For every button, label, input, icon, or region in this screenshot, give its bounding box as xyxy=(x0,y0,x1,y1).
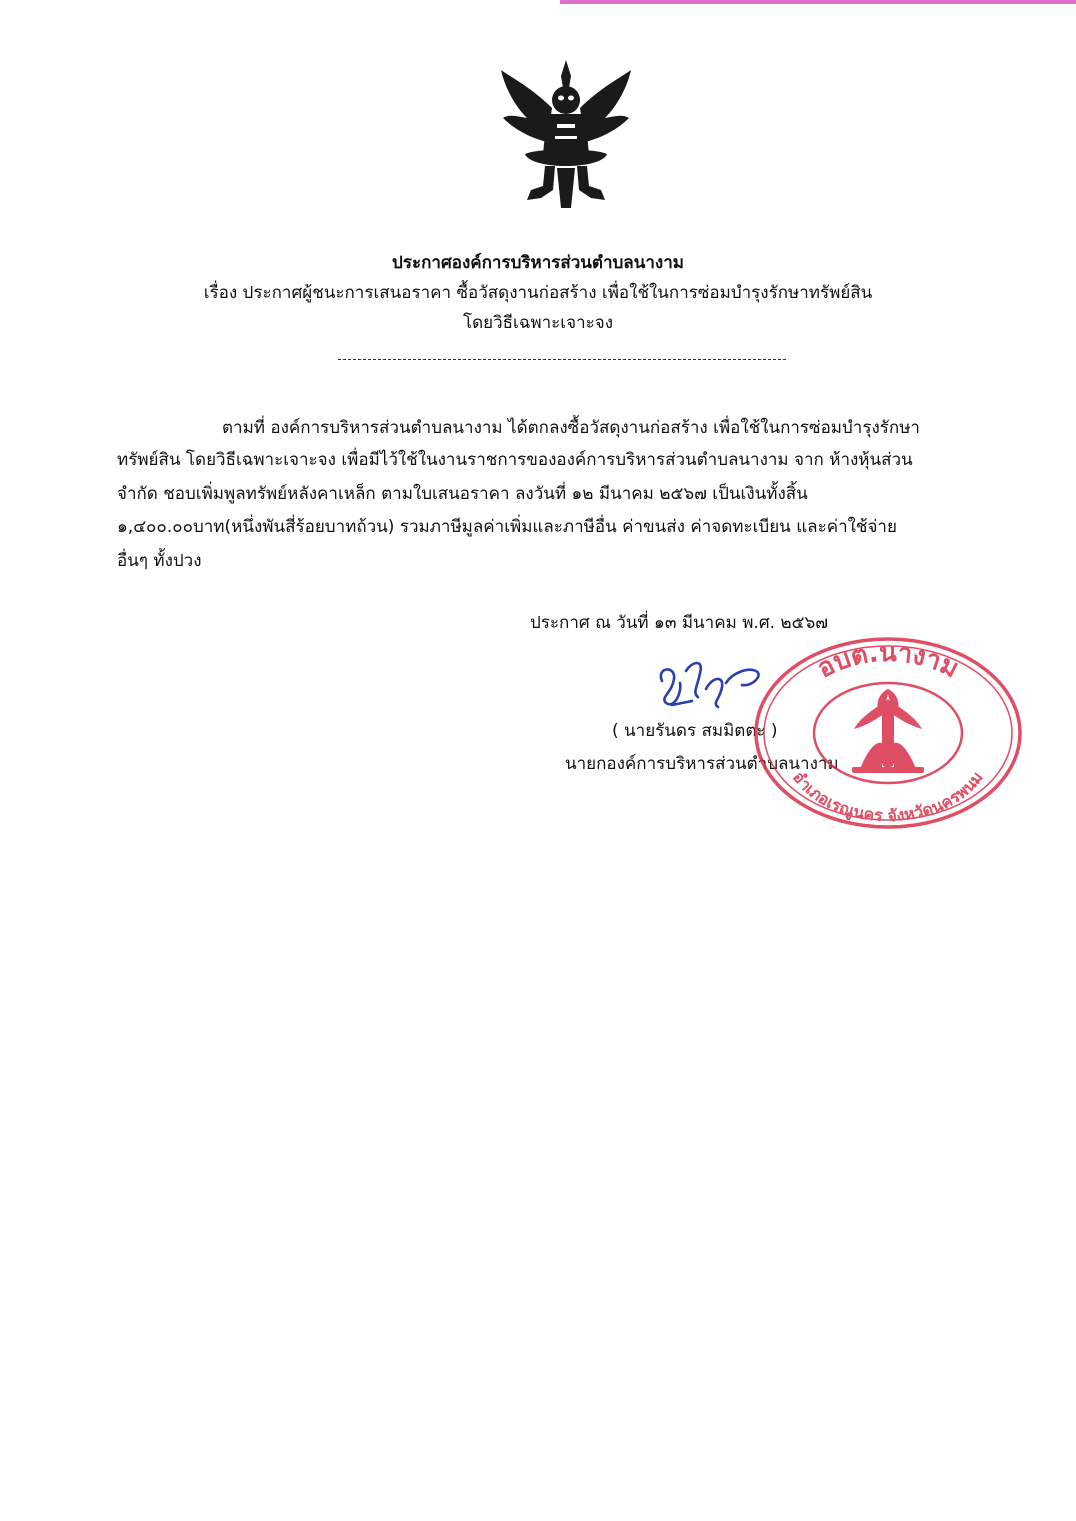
body-paragraph-line: ตามที่ องค์การบริหารส่วนตำบลนางาม ได้ตกลงซื้อวัสดุงานก่อสร้าง เพื่อใช้ในการซ่อมบำรุงรักษา xyxy=(222,418,920,438)
svg-text:อำเภอเรณูนคร จังหวัดนครพนม: อำเภอเรณูนคร จังหวัดนครพนม xyxy=(789,767,987,826)
procurement-method: โดยวิธีเฉพาะเจาะจง xyxy=(462,313,614,333)
body-paragraph-line: ทรัพย์สิน โดยวิธีเฉพาะเจาะจง เพื่อมีไว้ใช้ในงานราชการขององค์การบริหารส่วนตำบลนางาม จาก ห้างหุ้นส่วน xyxy=(117,450,913,470)
heading-divider xyxy=(338,359,786,360)
signer-position: นายกองค์การบริหารส่วนตำบลนางาม xyxy=(565,754,839,774)
body-paragraph-line: จำกัด ชอบเพิ่มพูลทรัพย์หลังคาเหล็ก ตามใบเสนอราคา ลงวันที่ ๑๒ มีนาคม ๒๕๖๗ เป็นเงินทั้งสิ้น xyxy=(117,484,808,504)
top-edge-accent xyxy=(560,0,1076,4)
official-seal-stamp xyxy=(752,633,1024,833)
announcement-date: ประกาศ ณ วันที่ ๑๓ มีนาคม พ.ศ. ๒๕๖๗ xyxy=(530,613,829,633)
body-paragraph-line: ๑,๔๐๐.๐๐บาท(หนึ่งพันสี่ร้อยบาทถ้วน) รวมภาษีมูลค่าเพิ่มและภาษีอื่น ค่าขนส่ง ค่าจดทะเบียน และค่าใช้จ่าย xyxy=(117,517,897,537)
body-paragraph-line: อื่นๆ ทั้งปวง xyxy=(117,551,202,571)
announcement-heading xyxy=(0,248,1076,338)
document-subject: เรื่อง ประกาศผู้ชนะการเสนอราคา ซื้อวัสดุงานก่อสร้าง เพื่อใช้ในการซ่อมบำรุงรักษาทรัพย์สิน xyxy=(203,283,873,303)
svg-text:อบต.นางาม: อบต.นางาม xyxy=(812,637,964,685)
garuda-emblem-icon xyxy=(497,58,635,210)
signer-name: ( นายรันดร สมมิตตะ ) xyxy=(612,721,778,741)
document-title: ประกาศองค์การบริหารส่วนตำบลนางาม xyxy=(392,253,684,273)
